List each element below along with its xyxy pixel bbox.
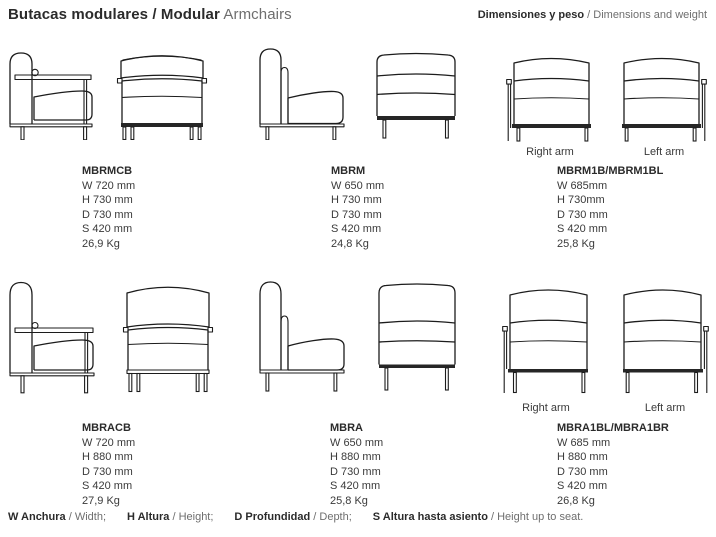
spec-block-mbra bbox=[330, 421, 383, 509]
mbrm1b-right-arm-front-drawing bbox=[506, 50, 592, 142]
right-arm-label: Right arm bbox=[526, 146, 574, 158]
spec-line: W 720 mm bbox=[82, 179, 136, 192]
dimensions-heading-bold: Dimensiones y peso bbox=[477, 9, 585, 21]
spec-line: D 730 mm bbox=[330, 465, 381, 478]
product-code: MBRM1B/MBRM1BL bbox=[557, 165, 664, 177]
spec-line: W 685 mm bbox=[557, 436, 611, 449]
spec-block-mbrm bbox=[331, 164, 384, 252]
mbrmcb-front-view-drawing bbox=[116, 47, 208, 140]
spec-line: D 730 mm bbox=[82, 208, 133, 221]
legend-item-height: H Altura / Height; bbox=[127, 511, 214, 523]
dimensions-heading bbox=[478, 9, 707, 21]
spec-line: 26,8 Kg bbox=[557, 494, 595, 507]
product-code: MBRM bbox=[331, 165, 366, 177]
left-arm-label: Left arm bbox=[644, 402, 686, 414]
page-title-light: Armchairs bbox=[223, 6, 292, 23]
product-code: MBRACB bbox=[82, 422, 131, 434]
spec-line: S 420 mm bbox=[330, 480, 381, 493]
spec-line: S 420 mm bbox=[82, 223, 133, 236]
mbrm-side-view-drawing bbox=[256, 45, 348, 140]
spec-line: S 420 mm bbox=[331, 223, 382, 236]
spec-line: H 730 mm bbox=[82, 194, 133, 207]
spec-line: H 730 mm bbox=[331, 194, 382, 207]
spec-line: H 880 mm bbox=[557, 451, 608, 464]
spec-line: D 730 mm bbox=[557, 208, 608, 221]
mbrmcb-side-view-drawing bbox=[8, 45, 96, 140]
legend-item-seat-height: S Altura hasta asiento / Height up to seat. bbox=[372, 511, 584, 523]
right-arm-label: Right arm bbox=[522, 402, 570, 414]
spec-line: W 685mm bbox=[557, 179, 608, 192]
spec-line: H 880 mm bbox=[82, 451, 133, 464]
spec-line: H 880 mm bbox=[330, 451, 381, 464]
spec-line: 24,8 Kg bbox=[331, 237, 369, 250]
product-code: MBRA bbox=[330, 422, 363, 434]
spec-line: D 730 mm bbox=[331, 208, 382, 221]
spec-line: W 650 mm bbox=[330, 436, 384, 449]
mbra-side-view-drawing bbox=[256, 278, 348, 395]
dimension-legend bbox=[8, 511, 583, 523]
mbracb-front-view-drawing bbox=[122, 278, 214, 395]
spec-line: W 650 mm bbox=[331, 179, 385, 192]
spec-line: 26,9 Kg bbox=[82, 237, 120, 250]
spec-line: S 420 mm bbox=[557, 480, 608, 493]
spec-line: D 730 mm bbox=[557, 465, 608, 478]
spec-line: W 720 mm bbox=[82, 436, 136, 449]
dimensions-heading-light: / Dimensions and weight bbox=[587, 9, 707, 21]
spec-block-mbra1bl bbox=[557, 421, 669, 509]
spec-block-mbrm1b bbox=[557, 164, 663, 252]
spec-line: 27,9 Kg bbox=[82, 494, 120, 507]
left-arm-label: Left arm bbox=[643, 146, 685, 158]
legend-item-width: W Anchura / Width; bbox=[8, 511, 107, 523]
mbrm1bl-left-arm-front-drawing bbox=[621, 50, 707, 142]
legend-item-depth: D Profundidad / Depth; bbox=[234, 511, 352, 523]
mbracb-side-view-drawing bbox=[8, 278, 98, 395]
spec-line: 25,8 Kg bbox=[557, 237, 595, 250]
spec-line: D 730 mm bbox=[82, 465, 133, 478]
mbra-front-view-drawing bbox=[376, 281, 458, 395]
spec-line: 25,8 Kg bbox=[330, 494, 368, 507]
spec-block-mbrmcb bbox=[82, 164, 135, 252]
page-title-bold: Butacas modulares / Modular bbox=[8, 6, 220, 23]
mbra1bl-right-arm-front-drawing bbox=[502, 281, 590, 395]
spec-line: H 730mm bbox=[557, 194, 605, 207]
page-title bbox=[8, 6, 292, 23]
mbrm-front-view-drawing bbox=[374, 50, 458, 140]
product-code: MBRMCB bbox=[82, 165, 133, 177]
product-code: MBRA1BL/MBRA1BR bbox=[557, 422, 669, 434]
spec-block-mbracb bbox=[82, 421, 135, 509]
spec-line: S 420 mm bbox=[557, 223, 608, 236]
mbra1br-left-arm-front-drawing bbox=[621, 281, 709, 395]
spec-line: S 420 mm bbox=[82, 480, 133, 493]
